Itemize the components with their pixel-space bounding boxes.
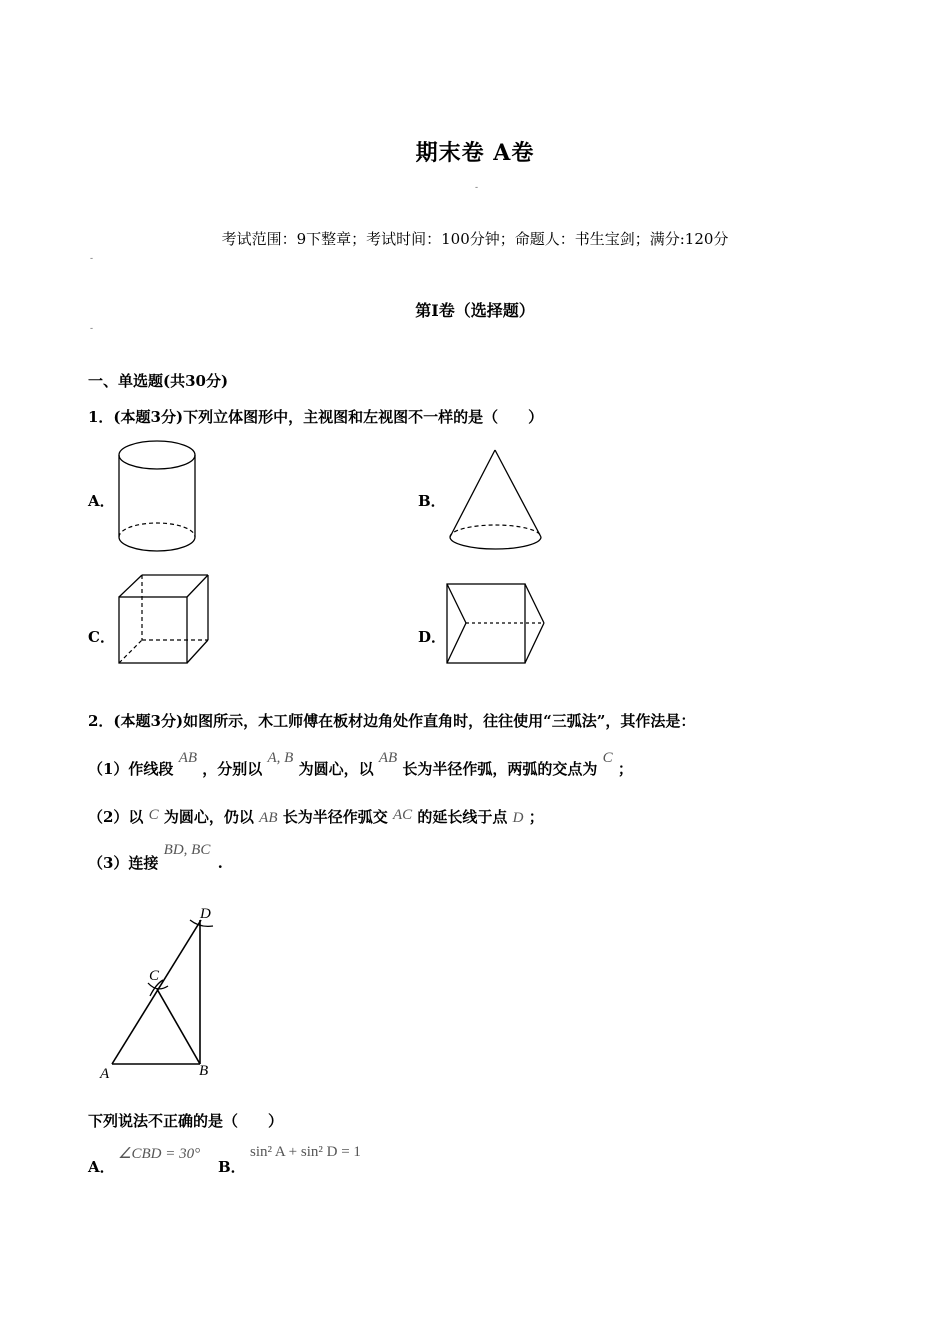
q2-step1-text: （1）作线段: [88, 760, 174, 778]
q1-option-a-label: A．: [88, 492, 115, 510]
exam-title: 期末卷 A卷: [415, 140, 535, 166]
part-title: 第I卷（选择题）: [415, 301, 535, 320]
q1-option-d-label: D．: [418, 628, 447, 646]
math-point-d: D: [512, 810, 524, 826]
math-radius-ab: AB: [259, 810, 278, 826]
q2-step2-text: （2）以: [88, 808, 144, 826]
q2-option-a-math: ∠CBD = 30°: [118, 1146, 201, 1162]
three-arc-figure: [96, 900, 256, 1086]
math-point-c: C: [148, 807, 159, 823]
paragraph-mark: -: [90, 254, 94, 264]
q2-step3-text: （3）连接: [88, 854, 159, 872]
figure-label-a: A: [100, 1066, 110, 1082]
math-radius-ab: AB: [378, 750, 398, 766]
q2-step2-text: ；: [528, 808, 544, 826]
q2-step1-text: ；: [617, 760, 633, 778]
q2-step2-text: 长为半径作弧交: [282, 808, 388, 826]
q1-option-c-label: C．: [88, 628, 115, 646]
math-segment-ac: AC: [392, 807, 413, 823]
question-1-stem: 1．(本题3分)下列立体图形中，主视图和左视图不一样的是（ ）: [88, 408, 544, 426]
q2-step-2: [88, 806, 544, 827]
paragraph-mark: -: [475, 183, 479, 193]
q2-step3-text: .: [217, 854, 223, 872]
question-2-stem: 2．(本题3分)如图所示，木工师傅在板材边角处作直角时，往往使用“三弧法”，其作法是：: [88, 712, 696, 730]
math-segments-bd-bc: BD, BC: [163, 842, 211, 858]
cube-figure: [115, 570, 225, 670]
q2-step-1: [88, 750, 633, 779]
figure-label-d: D: [200, 906, 211, 922]
figure-label-c: C: [149, 968, 160, 984]
math-point-c: C: [602, 750, 613, 766]
section-heading: 一、单选题(共30分): [88, 372, 229, 390]
prism-figure: [440, 580, 550, 670]
q2-question: 下列说法不正确的是（ ）: [88, 1112, 284, 1130]
q1-option-b-label: B．: [418, 492, 446, 510]
cone-figure: [445, 446, 545, 556]
q2-step1-text: 长为半径作弧，两弧的交点为: [402, 760, 598, 778]
paragraph-mark: -: [90, 324, 94, 334]
q2-step1-text: 为圆心，以: [298, 760, 374, 778]
q2-step2-text: 为圆心，仍以: [163, 808, 254, 826]
q2-option-b-math: sin² A + sin² D = 1: [250, 1144, 361, 1160]
q2-step2-text: 的延长线于点: [417, 808, 508, 826]
q2-step1-text: ，分别以: [202, 760, 263, 778]
cylinder-figure: [110, 436, 210, 558]
exam-info: 考试范围：9下整章；考试时间：100分钟；命题人：书生宝剑；满分:120分: [221, 230, 729, 248]
math-points-ab: A, B: [267, 750, 294, 766]
q2-step-3: [88, 842, 223, 873]
q2-option-a-label: A．: [88, 1158, 115, 1176]
figure-label-b: B: [199, 1063, 209, 1079]
math-segment-ab: AB: [178, 750, 198, 766]
q2-option-b-label: B．: [218, 1158, 246, 1176]
